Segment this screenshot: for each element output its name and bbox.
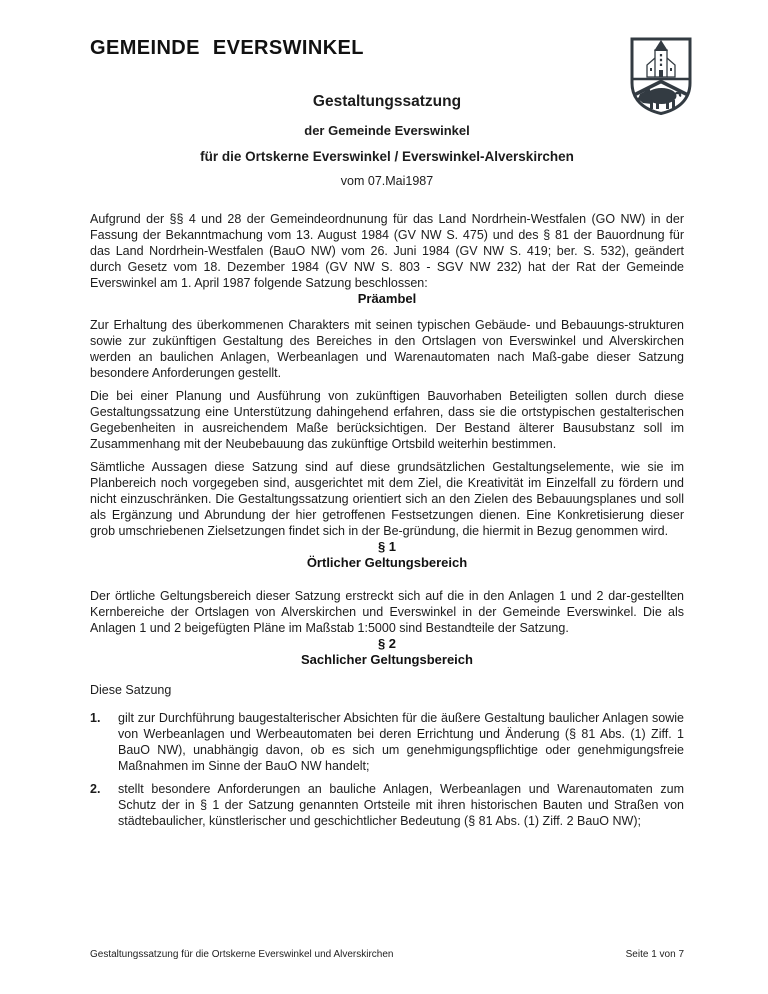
- list-item-1: [90, 710, 684, 774]
- section-1-paragraph: Der örtliche Geltungsbereich dieser Satzung erstreckt sich auf die in den Anlagen 1 und 2 dar-gestellten Kernbereiche der Ortslagen von Alverskirchen und Everswinkel in der Gemeinde Everswinkel. Die als Anlagen 1 und 2 beigefügten Pläne im Maßstab 1:5000 sind Bestandteile der Satzung.: [90, 589, 684, 635]
- praeambel-paragraph-2: Die bei einer Planung und Ausführung von zukünftigen Bauvorhaben Beteiligten sollen durch diese Gestaltungssatzung eine Unterstützung dahingehend erfahren, dass sie die ortstypischen gestalterischen Gegebenheiten in ausreichendem Maße berücksichtigen. Der Bestand älterer Bausubstanz soll im Zusammenhang mit der Neubebauung das zukünftige Ortsbild weiterhin bestimmen.: [90, 389, 684, 451]
- section-2-number: § 2: [377, 636, 397, 651]
- praeambel-paragraph-1: Zur Erhaltung des überkommenen Charakters mit seinen typischen Gebäude- und Bebauungs-strukturen sowie zur zukünftigen Gestaltung des Bereiches in den Ortslagen von Everswinkel und Alverskirchen werden an baulichen Anlagen, Werbeanlagen und Warenautomaten nach Maß-gabe dieser Satzung besondere Anforderungen gestellt.: [90, 318, 684, 380]
- coat-of-arms-icon: [630, 37, 692, 115]
- document-title: Gestaltungssatzung: [312, 93, 462, 110]
- list-item-1-text: gilt zur Durchführung baugestalterischer Absichten für die äußere Gestaltung baulicher Anlagen sowie von Werbeanlagen und Werbeautomaten bei deren Errichtung und Änderung (§ 81 Abs. (1) Ziff. 1 BauO NW), unabhängig davon, ob es sich um genehmigungspflichtige oder genehmigungsfreie Maßnahmen im Sinne der BauO NW handelt;: [118, 711, 684, 773]
- list-item-2-text: stellt besondere Anforderungen an bauliche Anlagen, Werbeanlagen und Warenautomaten zum Schutz der in § 1 der Satzung genannten Ortsteile mit ihren historischen Bauten und Straßen von städtebaulicher, künstlerischer und geschichtlicher Bedeutung (§ 81 Abs. (1) Ziff. 2 BauO NW);: [118, 782, 684, 828]
- intro-paragraph: Aufgrund der §§ 4 und 28 der Gemeindeordnunung für das Land Nordrhein-Westfalen (GO NW) in der Fassung der Bekanntmachung vom 13. August 1984 (GV NW S. 475) und des § 81 der Bauordnung für das Land Nordrhein-Westfalen (BauO NW) vom 26. Juni 1984 (GV NW S. 419; ber. S. 532), geändert durch Gesetz vom 18. Dezember 1984 (GV NW S. 803 - SGV NW 232) hat der Rat der Gemeinde Everswinkel am 1. April 1987 folgende Satzung beschlossen:: [90, 212, 684, 290]
- praeambel-paragraph-3: Sämtliche Aussagen diese Satzung sind auf diese grundsätzlichen Gestaltungselemente, wie sie im Planbereich noch vorgegeben sind, ausgerichtet mit dem Ziel, die Kreativität im Einzelfall zu fördern und nicht einzuschränken. Die Gestaltungssatzung orientiert sich an den Zielen des Bebauungsplanes und soll als Ergänzung und Abrundung der hier getroffenen Festsetzungen dienen. Eine Konkretisierung dieser grob umschriebenen Zielsetzungen findet sich in der Be-gründung, die hiermit in Bezug genommen wird.: [90, 460, 684, 538]
- section-2-lead: Diese Satzung: [90, 683, 172, 697]
- page-footer: [90, 948, 684, 961]
- section-1-number: § 1: [377, 539, 397, 554]
- section-1-heading: Örtlicher Geltungsbereich: [306, 555, 468, 570]
- document-subtitle-gemeinde: der Gemeinde Everswinkel: [304, 123, 470, 138]
- document-subtitle-ortskerne: für die Ortskerne Everswinkel / Everswinkel-Alverskirchen: [200, 149, 574, 164]
- document-date-line: vom 07.Mai1987: [340, 174, 434, 188]
- footer-document-title: Gestaltungssatzung für die Ortskerne Everswinkel und Alverskirchen: [90, 949, 394, 960]
- list-item-2: [90, 781, 684, 829]
- list-item-1-number: 1.: [90, 711, 101, 725]
- heading-praeambel: Präambel: [357, 291, 417, 306]
- section-2-heading: Sachlicher Geltungsbereich: [301, 652, 473, 667]
- footer-page-number: Seite 1 von 7: [625, 949, 684, 960]
- list-item-2-number: 2.: [90, 782, 101, 796]
- org-name: GEMEINDE EVERSWINKEL: [90, 37, 364, 59]
